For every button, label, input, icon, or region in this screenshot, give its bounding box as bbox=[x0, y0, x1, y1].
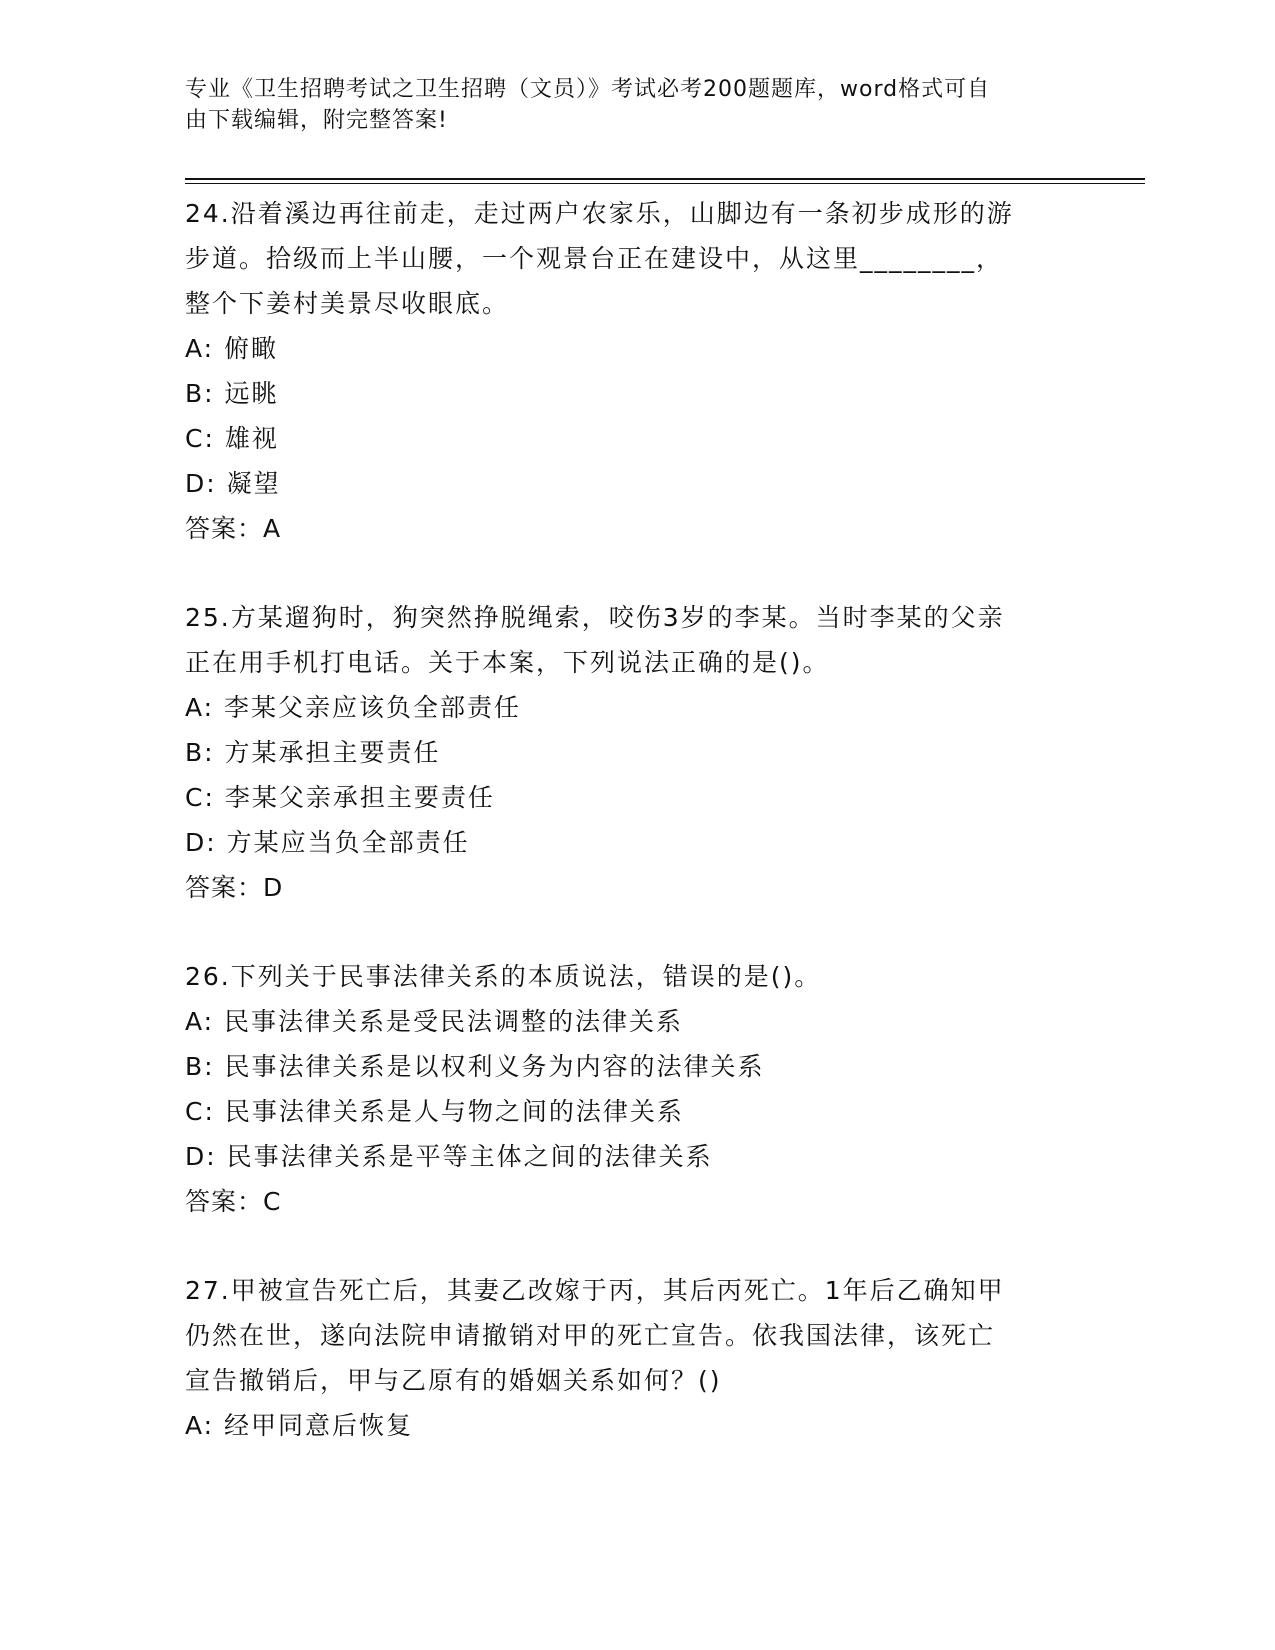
answer-line: 答案：C bbox=[185, 1187, 282, 1216]
question-text bbox=[185, 1268, 1105, 1403]
question-line: 步道。拾级而上半山腰，一个观景台正在建设中，从这里________， bbox=[185, 244, 1004, 273]
question-line: 25.方某遛狗时，狗突然挣脱绳索，咬伤3岁的李某。当时李某的父亲 bbox=[185, 603, 1005, 632]
question-26 bbox=[185, 954, 1105, 1224]
option-c: C: 李某父亲承担主要责任 bbox=[185, 783, 495, 812]
question-text bbox=[185, 595, 1105, 685]
option-c: C: 民事法律关系是人与物之间的法律关系 bbox=[185, 1097, 684, 1126]
question-text bbox=[185, 191, 1105, 326]
question-line: 27.甲被宣告死亡后，其妻乙改嫁于丙，其后丙死亡。1年后乙确知甲 bbox=[185, 1276, 1005, 1305]
question-list bbox=[185, 191, 1105, 1492]
question-line: 26.下列关于民事法律关系的本质说法，错误的是()。 bbox=[185, 962, 822, 991]
option-a: A: 李某父亲应该负全部责任 bbox=[185, 693, 522, 722]
option-b: B: 远眺 bbox=[185, 379, 279, 408]
question-line: 24.沿着溪边再往前走，走过两户农家乐，山脚边有一条初步成形的游 bbox=[185, 199, 1014, 228]
question-line: 仍然在世，遂向法院申请撤销对甲的死亡宣告。依我国法律，该死亡 bbox=[185, 1321, 996, 1350]
document-header bbox=[185, 74, 1065, 136]
question-line: 正在用手机打电话。关于本案，下列说法正确的是()。 bbox=[185, 648, 830, 677]
header-line-1: 专业《卫生招聘考试之卫生招聘（文员）》考试必考200题题库，word格式可自 bbox=[185, 77, 991, 102]
option-a: A: 民事法律关系是受民法调整的法律关系 bbox=[185, 1007, 684, 1036]
option-d: D: 方某应当负全部责任 bbox=[185, 828, 470, 857]
header-divider-thick bbox=[185, 178, 1145, 180]
option-c: C: 雄视 bbox=[185, 424, 279, 453]
question-line: 宣告撤销后，甲与乙原有的婚姻关系如何？() bbox=[185, 1366, 722, 1395]
question-25 bbox=[185, 595, 1105, 910]
option-b: B: 民事法律关系是以权利义务为内容的法律关系 bbox=[185, 1052, 765, 1081]
answer-line: 答案：A bbox=[185, 514, 282, 543]
option-b: B: 方某承担主要责任 bbox=[185, 738, 441, 767]
option-a: A: 俯瞰 bbox=[185, 334, 279, 363]
question-line: 整个下姜村美景尽收眼底。 bbox=[185, 289, 510, 318]
header-divider-thin bbox=[185, 183, 1145, 184]
question-24 bbox=[185, 191, 1105, 551]
answer-line: 答案：D bbox=[185, 873, 284, 902]
option-d: D: 凝望 bbox=[185, 469, 281, 498]
question-27 bbox=[185, 1268, 1105, 1448]
question-text bbox=[185, 954, 1105, 999]
header-line-2: 由下载编辑，附完整答案! bbox=[185, 108, 448, 133]
option-d: D: 民事法律关系是平等主体之间的法律关系 bbox=[185, 1142, 713, 1171]
option-a: A: 经甲同意后恢复 bbox=[185, 1411, 414, 1440]
